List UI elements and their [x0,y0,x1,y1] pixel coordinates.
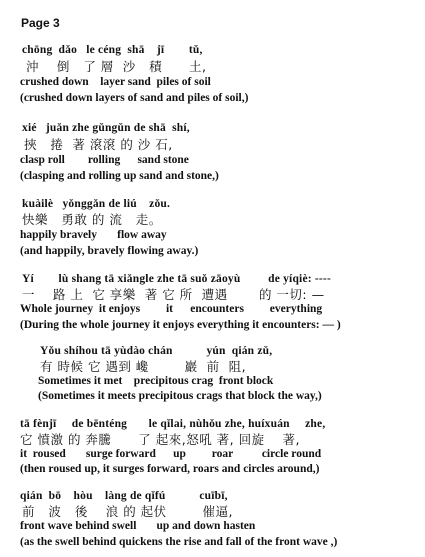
stanza-2-hanzi: 挾 捲 著 滾滾 的 沙 石, [24,137,173,152]
stanza-7-gloss: front wave behind swell up and down hasten [20,520,256,532]
stanza-4-gloss: Whole journey it enjoys it encounters everything [20,303,323,315]
stanza-5-hanzi: 有 時候 它 遇到 巉 巖 前 阻, [40,359,247,374]
stanza-6-hanzi: 它 憤激 的 奔騰 了 起來,怒吼 著, 回旋 著, [20,432,300,447]
stanza-6-translation: (then roused up, it surges forward, roars and circles around,) [20,463,320,475]
stanza-4-hanzi: 一 路 上 它 享樂 著 它 所 遭遇 的 一切: — [22,287,325,302]
page-title: Page 3 [21,16,60,30]
stanza-2-translation: (clasping and rolling up sand and stone,) [20,170,219,182]
stanza-6-pinyin: tā fènjī de bēnténg le qǐlai, nùhǒu zhe, huíxuán zhe, [20,418,326,430]
stanza-7-translation: (as the swell behind quickens the rise and fall of the front wave ,) [20,536,338,548]
stanza-5-pinyin: Yǒu shíhou tā yùdào chán yún qián zǔ, [40,345,273,357]
stanza-1-pinyin: chōng dǎo le céng shā jī tǔ, [22,44,203,56]
stanza-1-gloss: crushed down layer sand piles of soil [20,76,211,88]
stanza-2-gloss: clasp roll rolling sand stone [20,154,189,166]
stanza-7-pinyin: qián bō hòu làng de qǐfú cuībī, [20,490,228,502]
stanza-4-translation: (During the whole journey it enjoys everything it encounters: — ) [20,319,341,331]
stanza-1-translation: (crushed down layers of sand and piles of soil,) [20,92,249,104]
stanza-7-hanzi: 前 波 後 浪 的 起伏 催逼, [22,504,233,519]
stanza-3-hanzi: 快樂 勇敢 的 流 走。 [22,212,162,227]
stanza-1-hanzi: 沖 倒 了 層 沙 積 土, [26,59,207,74]
stanza-5-translation: (Sometimes it meets precipitous crags that block the way,) [38,390,322,402]
stanza-2-pinyin: xié juǎn zhe gǔngǔn de shā shí, [22,122,190,134]
stanza-6-gloss: it roused surge forward up roar circle round [20,448,322,460]
stanza-3-gloss: happily bravely flow away [20,229,167,241]
stanza-3-translation: (and happily, bravely flowing away.) [20,245,199,257]
stanza-5-gloss: Sometimes it met precipitous crag front block [38,375,274,387]
stanza-4-pinyin: Yí lù shang tā xiǎngle zhe tā suǒ zāoyù de yíqiè: ---- [22,273,331,285]
stanza-3-pinyin: kuàilè yǒnggǎn de liú zǒu. [22,198,171,210]
